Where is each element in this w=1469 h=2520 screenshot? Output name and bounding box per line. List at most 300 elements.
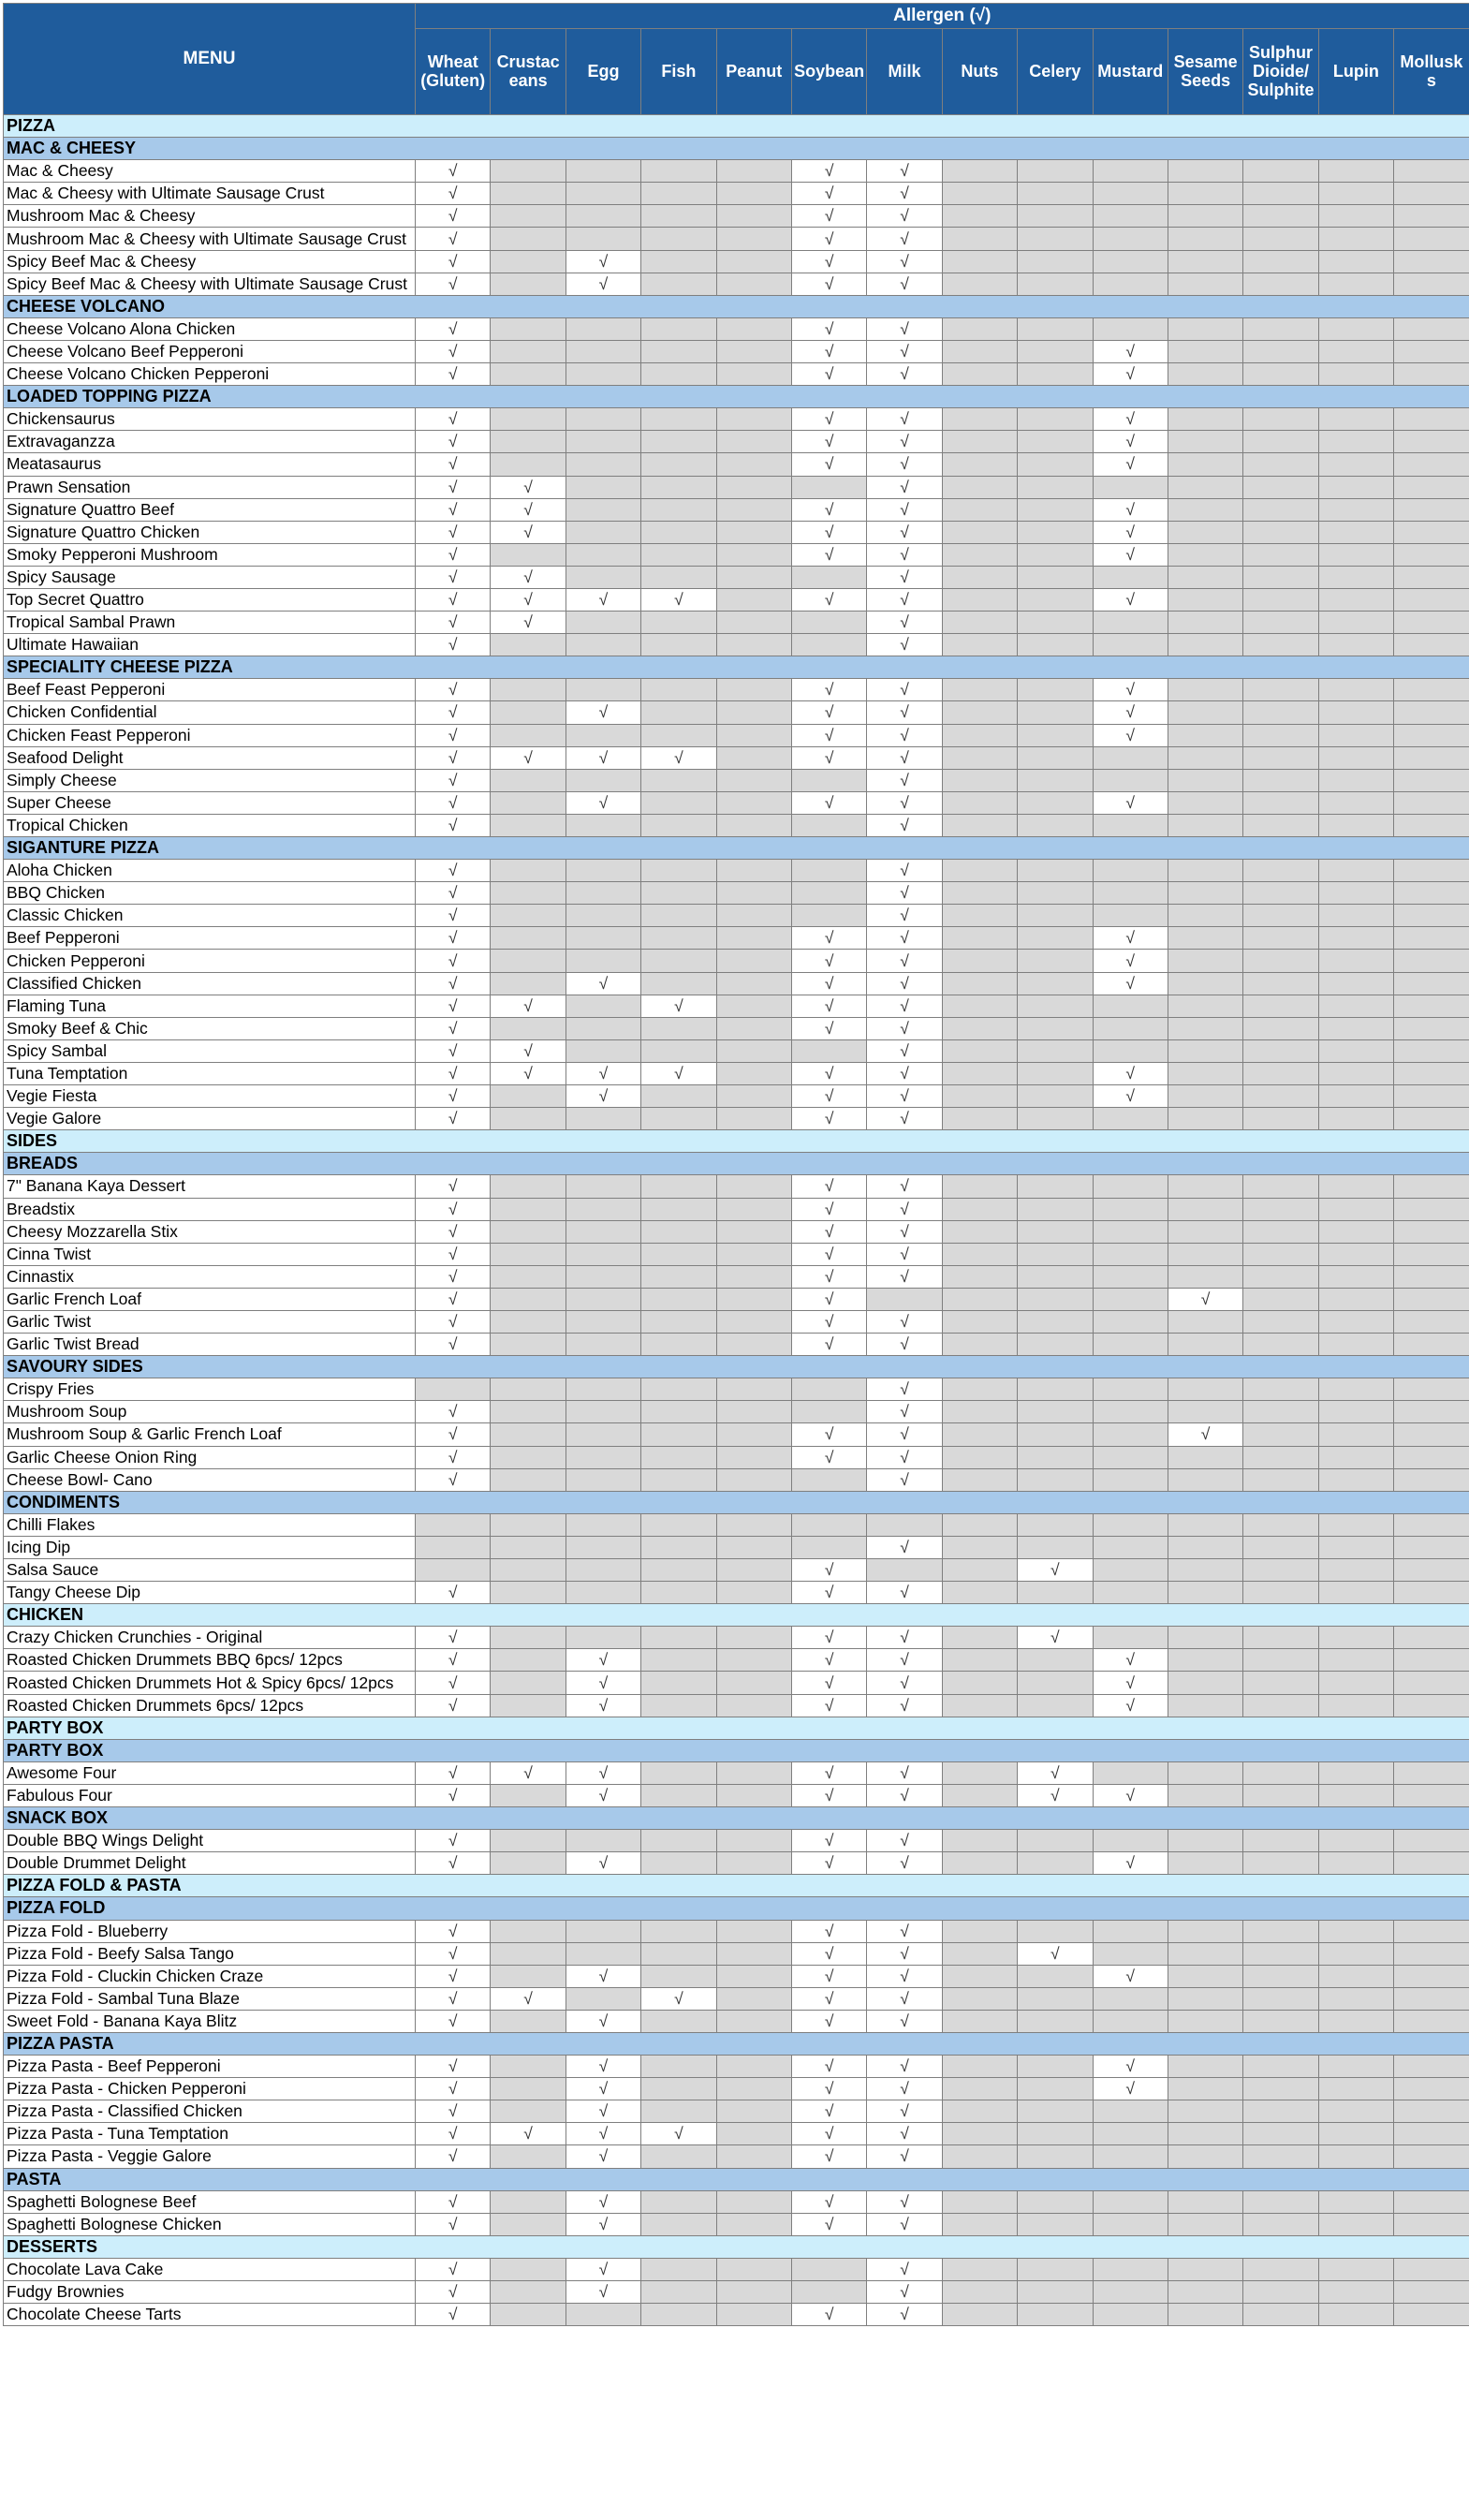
table-row bbox=[4, 1175, 1469, 1198]
category-row bbox=[4, 2235, 1469, 2258]
allergen-check-cell: √ bbox=[416, 2304, 491, 2326]
allergen-empty-cell bbox=[942, 1243, 1017, 1265]
allergen-empty-cell bbox=[716, 543, 791, 566]
allergen-check-cell: √ bbox=[791, 1582, 866, 1604]
allergen-empty-cell bbox=[1318, 769, 1393, 791]
allergen-empty-cell bbox=[1394, 791, 1469, 814]
allergen-empty-cell bbox=[1394, 769, 1469, 791]
menu-item-name: Pizza Fold - Cluckin Chicken Craze bbox=[4, 1965, 416, 1987]
allergen-empty-cell bbox=[1168, 2010, 1242, 2032]
allergen-empty-cell bbox=[1243, 1175, 1318, 1198]
allergen-empty-cell bbox=[1394, 228, 1469, 250]
allergen-check-cell: √ bbox=[867, 995, 942, 1017]
category-heading: SIDES bbox=[4, 1130, 1469, 1153]
allergen-empty-cell bbox=[1243, 2281, 1318, 2304]
subcategory-heading: PARTY BOX bbox=[4, 1739, 1469, 1761]
allergen-check-cell: √ bbox=[416, 1694, 491, 1717]
allergen-empty-cell bbox=[1093, 1039, 1168, 1062]
allergen-column-header: Sulphur Dioide/ Sulphite bbox=[1243, 28, 1318, 114]
allergen-empty-cell bbox=[491, 431, 566, 453]
allergen-check-cell: √ bbox=[867, 476, 942, 498]
allergen-empty-cell bbox=[1168, 1559, 1242, 1582]
table-row bbox=[4, 1085, 1469, 1108]
allergen-check-cell: √ bbox=[867, 1536, 942, 1558]
menu-item-name: Vegie Fiesta bbox=[4, 1085, 416, 1108]
allergen-empty-cell bbox=[1168, 1220, 1242, 1243]
allergen-check-cell: √ bbox=[416, 2281, 491, 2304]
allergen-empty-cell bbox=[716, 205, 791, 228]
menu-item-name: Cheese Volcano Beef Pepperoni bbox=[4, 340, 416, 362]
allergen-empty-cell bbox=[1168, 746, 1242, 769]
allergen-empty-cell bbox=[942, 498, 1017, 521]
category-row bbox=[4, 1130, 1469, 1153]
table-row bbox=[4, 498, 1469, 521]
table-row bbox=[4, 1108, 1469, 1130]
allergen-empty-cell bbox=[1318, 2304, 1393, 2326]
allergen-check-cell: √ bbox=[416, 543, 491, 566]
allergen-empty-cell bbox=[1394, 1310, 1469, 1333]
menu-item-name: Mushroom Mac & Cheesy bbox=[4, 205, 416, 228]
allergen-empty-cell bbox=[566, 927, 640, 950]
allergen-check-cell: √ bbox=[416, 1627, 491, 1649]
table-row bbox=[4, 250, 1469, 273]
allergen-empty-cell bbox=[1394, 634, 1469, 656]
allergen-empty-cell bbox=[1394, 1108, 1469, 1130]
allergen-check-cell: √ bbox=[1093, 1694, 1168, 1717]
allergen-empty-cell bbox=[1243, 950, 1318, 972]
table-row bbox=[4, 927, 1469, 950]
allergen-check-cell: √ bbox=[791, 1627, 866, 1649]
allergen-empty-cell bbox=[1093, 2304, 1168, 2326]
allergen-empty-cell bbox=[1394, 1536, 1469, 1558]
allergen-empty-cell bbox=[641, 2190, 716, 2213]
allergen-empty-cell bbox=[1093, 612, 1168, 634]
subcategory-row bbox=[4, 1491, 1469, 1513]
allergen-empty-cell bbox=[641, 1784, 716, 1806]
allergen-empty-cell bbox=[1243, 228, 1318, 250]
subcategory-row bbox=[4, 1739, 1469, 1761]
table-row bbox=[4, 1513, 1469, 1536]
allergen-check-cell: √ bbox=[867, 183, 942, 205]
menu-item-name: 7" Banana Kaya Dessert bbox=[4, 1175, 416, 1198]
table-row bbox=[4, 1830, 1469, 1852]
category-heading: PIZZA bbox=[4, 115, 1469, 138]
allergen-empty-cell bbox=[1318, 2100, 1393, 2123]
allergen-empty-cell bbox=[641, 972, 716, 995]
allergen-empty-cell bbox=[1394, 2213, 1469, 2235]
allergen-empty-cell bbox=[1018, 882, 1093, 905]
allergen-check-cell: √ bbox=[867, 1446, 942, 1468]
allergen-empty-cell bbox=[1093, 1446, 1168, 1468]
allergen-empty-cell bbox=[1168, 543, 1242, 566]
allergen-empty-cell bbox=[641, 1852, 716, 1875]
allergen-empty-cell bbox=[1018, 1423, 1093, 1446]
allergen-empty-cell bbox=[416, 1513, 491, 1536]
allergen-check-cell: √ bbox=[641, 2123, 716, 2145]
allergen-empty-cell bbox=[1168, 340, 1242, 362]
allergen-empty-cell bbox=[716, 1085, 791, 1108]
allergen-check-cell: √ bbox=[1093, 408, 1168, 431]
table-row bbox=[4, 860, 1469, 882]
allergen-empty-cell bbox=[566, 950, 640, 972]
table-row bbox=[4, 1582, 1469, 1604]
allergen-empty-cell bbox=[491, 1334, 566, 1356]
allergen-empty-cell bbox=[641, 2304, 716, 2326]
allergen-empty-cell bbox=[1168, 1987, 1242, 2010]
allergen-empty-cell bbox=[942, 476, 1017, 498]
allergen-empty-cell bbox=[942, 1627, 1017, 1649]
allergen-check-cell: √ bbox=[416, 183, 491, 205]
subcategory-heading: MAC & CHEESY bbox=[4, 138, 1469, 160]
allergen-empty-cell bbox=[1243, 2145, 1318, 2168]
allergen-empty-cell bbox=[716, 476, 791, 498]
allergen-check-cell: √ bbox=[867, 588, 942, 611]
allergen-column-header: Mustard bbox=[1093, 28, 1168, 114]
allergen-empty-cell bbox=[566, 1220, 640, 1243]
allergen-empty-cell bbox=[942, 408, 1017, 431]
allergen-empty-cell bbox=[1018, 1694, 1093, 1717]
allergen-check-cell: √ bbox=[791, 273, 866, 295]
allergen-empty-cell bbox=[716, 972, 791, 995]
allergen-empty-cell bbox=[1168, 679, 1242, 701]
allergen-empty-cell bbox=[641, 1446, 716, 1468]
table-row bbox=[4, 317, 1469, 340]
allergen-empty-cell bbox=[641, 1265, 716, 1288]
allergen-empty-cell bbox=[641, 1039, 716, 1062]
allergen-empty-cell bbox=[1018, 1920, 1093, 1942]
allergen-empty-cell bbox=[1318, 1198, 1393, 1220]
allergen-empty-cell bbox=[491, 1582, 566, 1604]
allergen-empty-cell bbox=[1018, 1378, 1093, 1401]
allergen-empty-cell bbox=[1018, 1288, 1093, 1310]
allergen-check-cell: √ bbox=[491, 1987, 566, 2010]
allergen-empty-cell bbox=[566, 1559, 640, 1582]
allergen-check-cell: √ bbox=[416, 882, 491, 905]
allergen-empty-cell bbox=[1318, 1920, 1393, 1942]
allergen-check-cell: √ bbox=[867, 1198, 942, 1220]
allergen-check-cell: √ bbox=[1093, 588, 1168, 611]
allergen-check-cell: √ bbox=[867, 2190, 942, 2213]
allergen-empty-cell bbox=[1394, 1085, 1469, 1108]
allergen-check-cell: √ bbox=[491, 1761, 566, 1784]
table-row bbox=[4, 205, 1469, 228]
allergen-empty-cell bbox=[1394, 1175, 1469, 1198]
allergen-empty-cell bbox=[1168, 1062, 1242, 1084]
allergen-check-cell: √ bbox=[566, 588, 640, 611]
allergen-check-cell: √ bbox=[867, 1039, 942, 1062]
allergen-empty-cell bbox=[942, 1378, 1017, 1401]
allergen-empty-cell bbox=[1018, 1468, 1093, 1491]
allergen-empty-cell bbox=[716, 1220, 791, 1243]
allergen-empty-cell bbox=[942, 1559, 1017, 1582]
allergen-empty-cell bbox=[716, 250, 791, 273]
allergen-empty-cell bbox=[641, 2145, 716, 2168]
allergen-empty-cell bbox=[1093, 1627, 1168, 1649]
allergen-empty-cell bbox=[1018, 1334, 1093, 1356]
allergen-empty-cell bbox=[716, 1039, 791, 1062]
allergen-empty-cell bbox=[1243, 1243, 1318, 1265]
allergen-empty-cell bbox=[942, 1920, 1017, 1942]
menu-item-name: Tropical Chicken bbox=[4, 814, 416, 836]
allergen-check-cell: √ bbox=[791, 1108, 866, 1130]
menu-item-name: Spicy Beef Mac & Cheesy bbox=[4, 250, 416, 273]
allergen-empty-cell bbox=[1168, 588, 1242, 611]
allergen-empty-cell bbox=[716, 1942, 791, 1965]
table-row bbox=[4, 814, 1469, 836]
allergen-empty-cell bbox=[716, 1334, 791, 1356]
allergen-empty-cell bbox=[1394, 2190, 1469, 2213]
allergen-empty-cell bbox=[1093, 1582, 1168, 1604]
allergen-check-cell: √ bbox=[416, 2145, 491, 2168]
allergen-check-cell: √ bbox=[791, 1784, 866, 1806]
allergen-empty-cell bbox=[566, 521, 640, 543]
allergen-check-cell: √ bbox=[416, 1942, 491, 1965]
allergen-empty-cell bbox=[942, 1401, 1017, 1423]
allergen-check-cell: √ bbox=[867, 431, 942, 453]
allergen-empty-cell bbox=[641, 905, 716, 927]
allergen-empty-cell bbox=[1093, 2123, 1168, 2145]
allergen-empty-cell bbox=[491, 317, 566, 340]
allergen-empty-cell bbox=[716, 1627, 791, 1649]
allergen-empty-cell bbox=[491, 1085, 566, 1108]
menu-item-name: Beef Feast Pepperoni bbox=[4, 679, 416, 701]
allergen-empty-cell bbox=[942, 1288, 1017, 1310]
allergen-empty-cell bbox=[1018, 476, 1093, 498]
allergen-empty-cell bbox=[1394, 2123, 1469, 2145]
menu-item-name: Spaghetti Bolognese Beef bbox=[4, 2190, 416, 2213]
menu-item-name: Chocolate Lava Cake bbox=[4, 2258, 416, 2280]
menu-item-name: Roasted Chicken Drummets Hot & Spicy 6pcs/ 12pcs bbox=[4, 1672, 416, 1694]
allergen-empty-cell bbox=[1318, 1513, 1393, 1536]
allergen-empty-cell bbox=[942, 1017, 1017, 1039]
allergen-empty-cell bbox=[1394, 905, 1469, 927]
allergen-empty-cell bbox=[566, 498, 640, 521]
allergen-empty-cell bbox=[716, 228, 791, 250]
allergen-empty-cell bbox=[1093, 1987, 1168, 2010]
allergen-check-cell: √ bbox=[791, 498, 866, 521]
allergen-empty-cell bbox=[1168, 882, 1242, 905]
allergen-empty-cell bbox=[1093, 2190, 1168, 2213]
allergen-check-cell: √ bbox=[867, 882, 942, 905]
allergen-column-header: Nuts bbox=[942, 28, 1017, 114]
allergen-empty-cell bbox=[942, 679, 1017, 701]
allergen-empty-cell bbox=[641, 814, 716, 836]
allergen-check-cell: √ bbox=[791, 1265, 866, 1288]
allergen-empty-cell bbox=[1318, 431, 1393, 453]
allergen-check-cell: √ bbox=[416, 1784, 491, 1806]
table-row bbox=[4, 228, 1469, 250]
menu-item-name: Double BBQ Wings Delight bbox=[4, 1830, 416, 1852]
category-heading: PIZZA FOLD & PASTA bbox=[4, 1875, 1469, 1897]
allergen-empty-cell bbox=[566, 1265, 640, 1288]
allergen-empty-cell bbox=[942, 612, 1017, 634]
allergen-check-cell: √ bbox=[566, 2145, 640, 2168]
allergen-empty-cell bbox=[491, 1627, 566, 1649]
menu-item-name: Chicken Pepperoni bbox=[4, 950, 416, 972]
allergen-empty-cell bbox=[566, 1378, 640, 1401]
allergen-check-cell: √ bbox=[791, 1761, 866, 1784]
allergen-table bbox=[3, 3, 1469, 2326]
allergen-check-cell: √ bbox=[1168, 1288, 1242, 1310]
allergen-empty-cell bbox=[566, 1288, 640, 1310]
allergen-check-cell: √ bbox=[641, 995, 716, 1017]
allergen-empty-cell bbox=[942, 453, 1017, 476]
allergen-empty-cell bbox=[716, 1784, 791, 1806]
allergen-empty-cell bbox=[716, 1694, 791, 1717]
table-row bbox=[4, 543, 1469, 566]
allergen-empty-cell bbox=[1394, 1559, 1469, 1582]
allergen-column-header: Egg bbox=[566, 28, 640, 114]
allergen-check-cell: √ bbox=[791, 701, 866, 724]
subcategory-heading: PASTA bbox=[4, 2168, 1469, 2190]
allergen-check-cell: √ bbox=[791, 1649, 866, 1672]
menu-item-name: Meatasaurus bbox=[4, 453, 416, 476]
allergen-empty-cell bbox=[1318, 205, 1393, 228]
allergen-empty-cell bbox=[1168, 1017, 1242, 1039]
allergen-check-cell: √ bbox=[791, 2145, 866, 2168]
allergen-check-cell: √ bbox=[566, 1085, 640, 1108]
allergen-empty-cell bbox=[716, 2304, 791, 2326]
table-row bbox=[4, 1559, 1469, 1582]
allergen-empty-cell bbox=[491, 1017, 566, 1039]
allergen-empty-cell bbox=[942, 1468, 1017, 1491]
allergen-check-cell: √ bbox=[416, 1649, 491, 1672]
subcategory-row bbox=[4, 386, 1469, 408]
allergen-check-cell: √ bbox=[1093, 2056, 1168, 2078]
allergen-check-cell: √ bbox=[416, 1288, 491, 1310]
subcategory-row bbox=[4, 295, 1469, 317]
allergen-empty-cell bbox=[1318, 972, 1393, 995]
allergen-empty-cell bbox=[716, 882, 791, 905]
allergen-empty-cell bbox=[1093, 2281, 1168, 2304]
allergen-empty-cell bbox=[1318, 250, 1393, 273]
allergen-empty-cell bbox=[566, 363, 640, 386]
allergen-empty-cell bbox=[716, 1830, 791, 1852]
allergen-empty-cell bbox=[716, 927, 791, 950]
allergen-empty-cell bbox=[942, 1175, 1017, 1198]
allergen-empty-cell bbox=[1394, 431, 1469, 453]
allergen-empty-cell bbox=[1018, 679, 1093, 701]
allergen-empty-cell bbox=[716, 1423, 791, 1446]
menu-item-name: Cinnastix bbox=[4, 1265, 416, 1288]
allergen-empty-cell bbox=[1243, 905, 1318, 927]
subcategory-heading: SPECIALITY CHEESE PIZZA bbox=[4, 656, 1469, 679]
allergen-check-cell: √ bbox=[791, 791, 866, 814]
allergen-check-cell: √ bbox=[416, 317, 491, 340]
allergen-empty-cell bbox=[491, 1672, 566, 1694]
allergen-empty-cell bbox=[1168, 1513, 1242, 1536]
allergen-empty-cell bbox=[641, 1468, 716, 1491]
allergen-empty-cell bbox=[1093, 2213, 1168, 2235]
allergen-empty-cell bbox=[942, 273, 1017, 295]
allergen-check-cell: √ bbox=[867, 1942, 942, 1965]
allergen-empty-cell bbox=[1318, 1942, 1393, 1965]
table-row bbox=[4, 566, 1469, 588]
allergen-empty-cell bbox=[566, 183, 640, 205]
table-row bbox=[4, 431, 1469, 453]
menu-item-name: Chocolate Cheese Tarts bbox=[4, 2304, 416, 2326]
allergen-column-header: Fish bbox=[641, 28, 716, 114]
allergen-empty-cell bbox=[1318, 1649, 1393, 1672]
allergen-empty-cell bbox=[1318, 2145, 1393, 2168]
allergen-empty-cell bbox=[1243, 634, 1318, 656]
allergen-empty-cell bbox=[566, 1334, 640, 1356]
allergen-empty-cell bbox=[1168, 1446, 1242, 1468]
allergen-empty-cell bbox=[716, 2123, 791, 2145]
allergen-empty-cell bbox=[1168, 1920, 1242, 1942]
allergen-empty-cell bbox=[942, 2258, 1017, 2280]
allergen-check-cell: √ bbox=[791, 2213, 866, 2235]
allergen-empty-cell bbox=[1318, 1334, 1393, 1356]
table-row bbox=[4, 2056, 1469, 2078]
allergen-empty-cell bbox=[641, 160, 716, 183]
allergen-empty-cell bbox=[641, 1243, 716, 1265]
allergen-empty-cell bbox=[1093, 160, 1168, 183]
allergen-empty-cell bbox=[491, 1536, 566, 1558]
allergen-empty-cell bbox=[1018, 2123, 1093, 2145]
allergen-empty-cell bbox=[566, 679, 640, 701]
allergen-empty-cell bbox=[641, 317, 716, 340]
menu-item-name: Cinna Twist bbox=[4, 1243, 416, 1265]
allergen-empty-cell bbox=[791, 1468, 866, 1491]
allergen-empty-cell bbox=[1018, 431, 1093, 453]
allergen-empty-cell bbox=[1318, 1062, 1393, 1084]
allergen-empty-cell bbox=[1168, 160, 1242, 183]
allergen-empty-cell bbox=[641, 1965, 716, 1987]
allergen-empty-cell bbox=[1168, 1108, 1242, 1130]
allergen-empty-cell bbox=[942, 1039, 1017, 1062]
allergen-check-cell: √ bbox=[416, 769, 491, 791]
menu-item-name: Ultimate Hawaiian bbox=[4, 634, 416, 656]
allergen-empty-cell bbox=[1243, 1198, 1318, 1220]
allergen-empty-cell bbox=[1243, 1920, 1318, 1942]
allergen-empty-cell bbox=[791, 612, 866, 634]
allergen-empty-cell bbox=[1394, 1017, 1469, 1039]
allergen-empty-cell bbox=[641, 453, 716, 476]
table-row bbox=[4, 1784, 1469, 1806]
allergen-check-cell: √ bbox=[641, 746, 716, 769]
allergen-empty-cell bbox=[1318, 228, 1393, 250]
allergen-empty-cell bbox=[1243, 2010, 1318, 2032]
allergen-empty-cell bbox=[1018, 453, 1093, 476]
allergen-empty-cell bbox=[1093, 317, 1168, 340]
allergen-empty-cell bbox=[1394, 1288, 1469, 1310]
allergen-empty-cell bbox=[942, 1942, 1017, 1965]
subcategory-heading: SNACK BOX bbox=[4, 1807, 1469, 1830]
allergen-check-cell: √ bbox=[867, 791, 942, 814]
allergen-empty-cell bbox=[1394, 927, 1469, 950]
allergen-empty-cell bbox=[1318, 160, 1393, 183]
menu-item-name: Double Drummet Delight bbox=[4, 1852, 416, 1875]
allergen-empty-cell bbox=[1243, 814, 1318, 836]
category-heading: CHICKEN bbox=[4, 1604, 1469, 1627]
menu-item-name: Tuna Temptation bbox=[4, 1062, 416, 1084]
allergen-empty-cell bbox=[1018, 1175, 1093, 1198]
allergen-empty-cell bbox=[641, 1582, 716, 1604]
allergen-empty-cell bbox=[641, 927, 716, 950]
allergen-empty-cell bbox=[566, 1920, 640, 1942]
allergen-check-cell: √ bbox=[791, 340, 866, 362]
menu-item-name: Chickensaurus bbox=[4, 408, 416, 431]
allergen-empty-cell bbox=[867, 1513, 942, 1536]
allergen-empty-cell bbox=[566, 1198, 640, 1220]
table-row bbox=[4, 1423, 1469, 1446]
allergen-empty-cell bbox=[1318, 453, 1393, 476]
allergen-empty-cell bbox=[1243, 791, 1318, 814]
table-row bbox=[4, 521, 1469, 543]
menu-item-name: Awesome Four bbox=[4, 1761, 416, 1784]
allergen-empty-cell bbox=[641, 1536, 716, 1558]
